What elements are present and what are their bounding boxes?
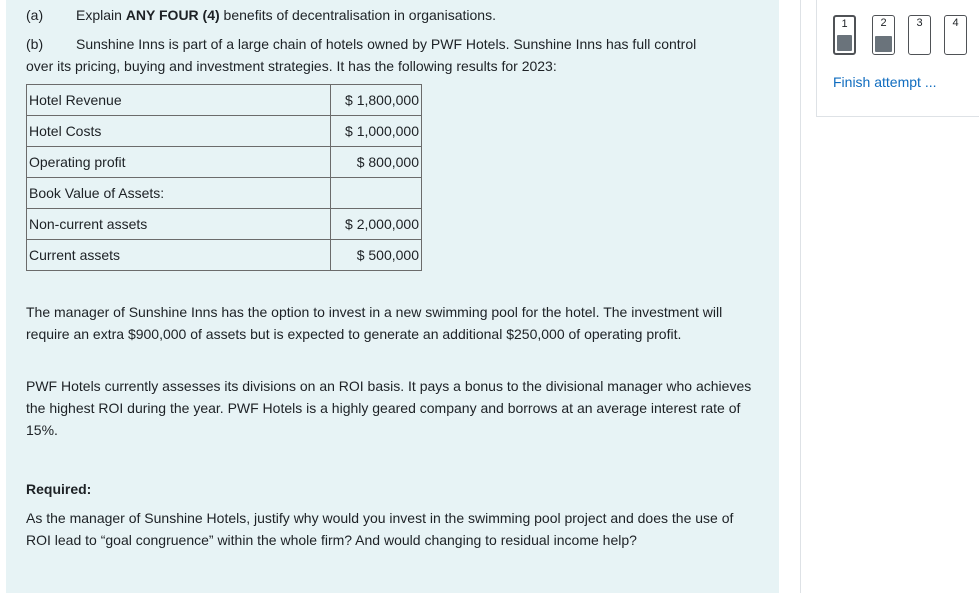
part-b-line2: over its pricing, buying and investment strategies. It has the following results for 2023: bbox=[26, 58, 557, 74]
row-label: Hotel Costs bbox=[27, 116, 331, 147]
table-row bbox=[27, 85, 422, 116]
answered-indicator bbox=[837, 35, 852, 51]
row-label: Hotel Revenue bbox=[27, 85, 331, 116]
row-label: Non-current assets bbox=[27, 209, 331, 240]
row-label: Operating profit bbox=[27, 147, 331, 178]
part-a-bold: ANY FOUR (4) bbox=[125, 7, 220, 23]
finish-attempt-link[interactable]: Finish attempt ... bbox=[833, 74, 937, 90]
required-paragraph: As the manager of Sunshine Hotels, justify why would you invest in the swimming pool project and does the use of ROI lead to “goal congruence” within the whole firm? And would changing to residual income help? bbox=[26, 510, 734, 548]
part-a-label: (a) bbox=[26, 7, 44, 23]
row-value bbox=[331, 178, 422, 209]
results-table bbox=[26, 84, 422, 271]
table-row bbox=[27, 147, 422, 178]
question-nav-button-1[interactable] bbox=[833, 15, 856, 55]
question-panel bbox=[6, 0, 779, 593]
question-number: 2 bbox=[880, 17, 887, 29]
part-b-line1: Sunshine Inns is part of a large chain of hotels owned by PWF Hotels. Sunshine Inns has full control bbox=[76, 36, 697, 52]
roi-paragraph: PWF Hotels currently assesses its divisions on an ROI basis. It pays a bonus to the divisional manager who achieves the highest ROI during the year. PWF Hotels is a highly geared company and borrows at an average interest rate of 15%. bbox=[26, 378, 752, 438]
row-value: $ 1,800,000 bbox=[331, 85, 422, 116]
row-label: Book Value of Assets: bbox=[27, 178, 331, 209]
table-row bbox=[27, 178, 422, 209]
question-nav-button-4[interactable] bbox=[944, 15, 967, 55]
row-value: $ 500,000 bbox=[331, 240, 422, 271]
question-number: 3 bbox=[916, 17, 923, 29]
table-row bbox=[27, 209, 422, 240]
question-number: 4 bbox=[952, 17, 959, 29]
row-value: $ 2,000,000 bbox=[331, 209, 422, 240]
table-row bbox=[27, 116, 422, 147]
part-a-suffix: benefits of decentralisation in organisations. bbox=[219, 7, 496, 23]
panel-divider bbox=[800, 0, 801, 593]
row-value: $ 1,000,000 bbox=[331, 116, 422, 147]
part-a-text bbox=[76, 6, 496, 24]
part-a-prefix: Explain bbox=[76, 7, 126, 23]
investment-paragraph: The manager of Sunshine Inns has the option to invest in a new swimming pool for the hotel. The investment will require an extra $900,000 of assets but is expected to generate an additional $250,000 of operating profit. bbox=[26, 304, 723, 342]
question-number: 1 bbox=[841, 18, 848, 30]
required-heading: Required: bbox=[26, 481, 92, 497]
question-nav-button-2[interactable] bbox=[872, 15, 895, 55]
part-b-label: (b) bbox=[26, 36, 44, 52]
table-row bbox=[27, 240, 422, 271]
row-label: Current assets bbox=[27, 240, 331, 271]
quiz-navigation bbox=[816, 0, 979, 117]
answered-indicator bbox=[875, 36, 892, 52]
row-value: $ 800,000 bbox=[331, 147, 422, 178]
question-nav-button-3[interactable] bbox=[908, 15, 931, 55]
